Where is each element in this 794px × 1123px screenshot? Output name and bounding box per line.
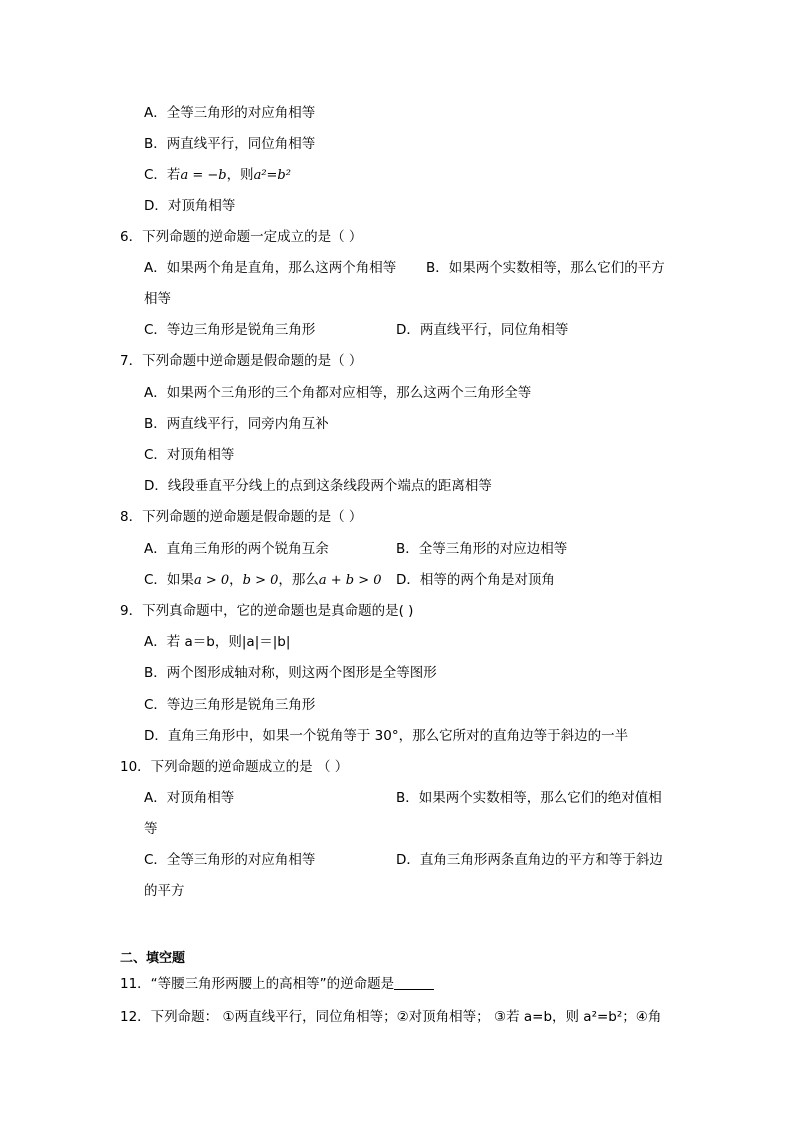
q12-stem: 12．下列命题： ①两直线平行，同位角相等；②对顶角相等； ③若 a=b，则 a²=b²；④角 (120, 1009, 662, 1025)
q8-option-c-sep: ， (229, 572, 243, 588)
q10-option-b-cont: 等 (144, 821, 158, 837)
section-title: 二、填空题 (120, 951, 186, 966)
q7-option-c: C．对顶角相等 (144, 447, 235, 463)
q5-option-c-mid: ，则 (226, 167, 254, 183)
q5-option-d: D．对顶角相等 (144, 198, 236, 214)
q8-option-d: D．相等的两个角是对顶角 (396, 572, 555, 588)
q8-option-c-expr2: b > 0 (242, 573, 279, 588)
q7-option-b: B．两直线平行，同旁内角互补 (144, 416, 329, 432)
q8-option-c (144, 571, 382, 590)
q9-option-d: D．直角三角形中，如果一个锐角等于 30°，那么它所对的直角边等于斜边的一半 (144, 728, 629, 744)
q7-option-a: A．如果两个三角形的三个角都对应相等，那么这两个三角形全等 (144, 385, 532, 401)
q6-option-b: B．如果两个实数相等，那么它们的平方 (426, 260, 665, 276)
q6-option-b-cont: 相等 (144, 291, 171, 307)
q11-stem: 11．“等腰三角形两腰上的高相等”的逆命题是 (120, 976, 395, 992)
q10-option-c: C．全等三角形的对应角相等 (144, 852, 316, 868)
q5-option-c-expr2: a²=b² (253, 168, 291, 183)
q8-stem: 8．下列命题的逆命题是假命题的是（ ） (120, 509, 363, 525)
q8-option-c-mid: ，那么 (278, 572, 319, 588)
q5-option-c-prefix: C．若 (144, 167, 181, 183)
q7-option-d: D．线段垂直平分线上的点到这条线段两个端点的距离相等 (144, 478, 492, 494)
q10-stem: 10．下列命题的逆命题成立的是 （ ） (120, 759, 349, 775)
q10-option-d-cont: 的平方 (144, 883, 185, 899)
q6-option-d: D．两直线平行，同位角相等 (396, 322, 569, 338)
q8-option-c-prefix: C．如果 (144, 572, 194, 588)
q8-option-c-expr1: a > 0 (193, 573, 230, 588)
q6-option-c: C．等边三角形是锐角三角形 (144, 322, 316, 338)
q5-option-c (144, 166, 291, 185)
q7-stem: 7．下列命题中逆命题是假命题的是（ ） (120, 353, 363, 369)
q9-option-b: B．两个图形成轴对称，则这两个图形是全等图形 (144, 665, 437, 681)
q6-stem: 6．下列命题的逆命题一定成立的是（ ） (120, 229, 363, 245)
q6-option-a: A．如果两个角是直角，那么这两个角相等 (144, 260, 397, 276)
answer-blank (394, 975, 434, 990)
q9-option-c: C．等边三角形是锐角三角形 (144, 697, 316, 713)
q10-option-d: D．直角三角形两条直角边的平方和等于斜边 (396, 852, 663, 868)
q10-option-b: B．如果两个实数相等，那么它们的绝对值相 (396, 790, 662, 806)
q8-option-a: A．直角三角形的两个锐角互余 (144, 541, 329, 557)
q5-option-c-expr1: a = −b (180, 168, 227, 183)
q11-line (120, 975, 434, 993)
q8-option-c-expr3: a + b > 0 (318, 573, 382, 588)
q10-option-a: A．对顶角相等 (144, 790, 235, 806)
q9-option-a: A．若 a＝b，则|a|＝|b| (144, 634, 291, 650)
q5-option-a: A．全等三角形的对应角相等 (144, 105, 316, 121)
q9-stem: 9．下列真命题中，它的逆命题也是真命题的是( ) (120, 603, 414, 619)
q5-option-b: B．两直线平行，同位角相等 (144, 136, 316, 152)
q8-option-b: B．全等三角形的对应边相等 (396, 541, 568, 557)
